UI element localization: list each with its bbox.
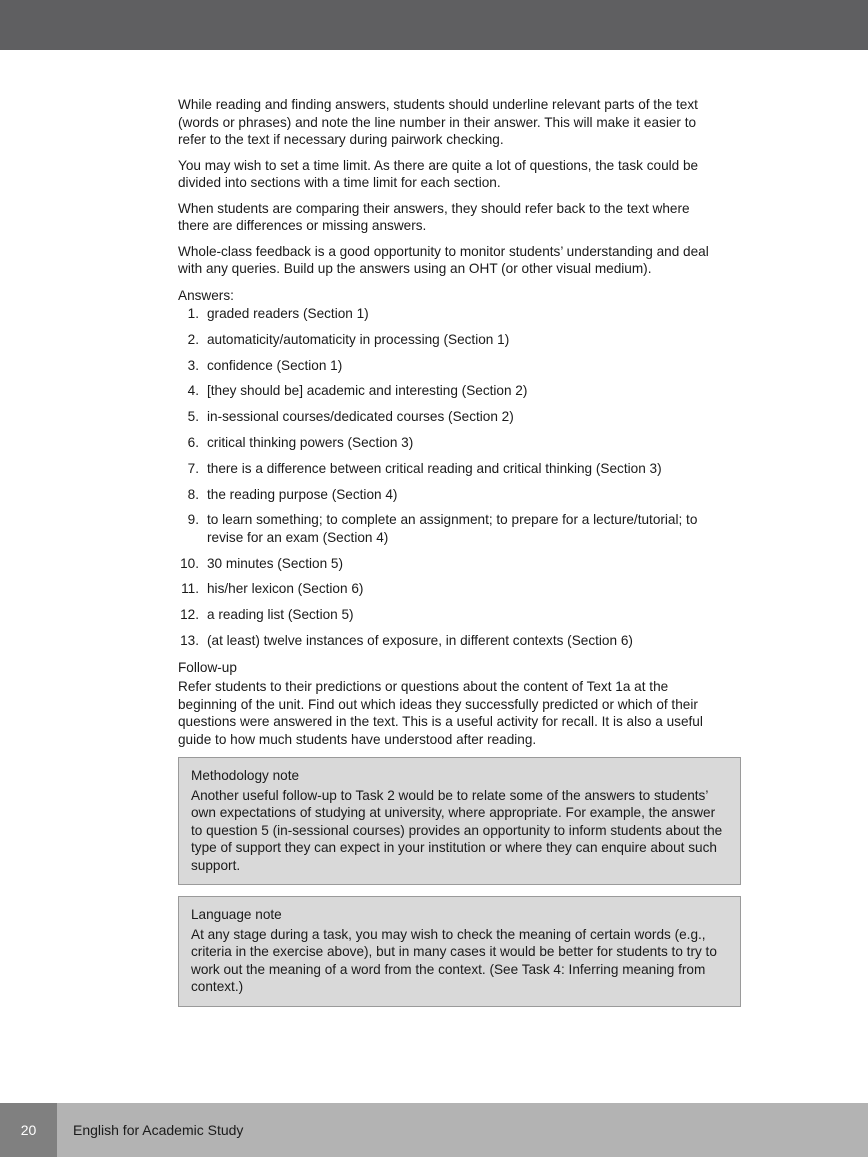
answer-item [178, 382, 723, 400]
answer-item [178, 331, 723, 349]
header-bar [0, 0, 868, 50]
language-note-heading: Language note [191, 907, 282, 922]
answer-item [178, 580, 723, 598]
answer-number: 4. [187, 383, 199, 399]
answer-item [178, 357, 723, 375]
book-title: English for Academic Study [73, 1122, 244, 1138]
answer-text: critical thinking powers (Section 3) [207, 434, 414, 450]
answer-item [178, 555, 723, 573]
answer-number: 6. [187, 434, 199, 450]
answers-label: Answers: [178, 287, 234, 303]
language-note-box [178, 896, 741, 1007]
answer-text: [they should be] academic and interesting (Section 2) [207, 383, 528, 399]
answer-text: in-sessional courses/dedicated courses (Section 2) [207, 409, 514, 425]
answer-item [178, 486, 723, 504]
answer-text: the reading purpose (Section 4) [207, 486, 398, 502]
intro-paragraph: Whole-class feedback is a good opportunity to monitor students’ understanding and deal with any queries. Build up the answers using an OHT (or other visual medium). [178, 243, 709, 276]
answer-item [178, 305, 723, 323]
answer-number: 13. [180, 633, 199, 649]
language-note-text: At any stage during a task, you may wish to check the meaning of certain words (e.g., criteria in the exercise above), but in many cases it would be better for students to try to work out the meaning of a word from the context. (See Task 4: Inferring meaning from context.) [191, 926, 717, 994]
answer-number: 3. [187, 357, 199, 373]
page-number: 20 [0, 1103, 57, 1157]
answer-text: a reading list (Section 5) [207, 607, 354, 623]
footer-bar [0, 1103, 868, 1157]
answers-list [178, 305, 723, 650]
answer-number: 9. [187, 512, 199, 528]
methodology-note-box [178, 757, 741, 885]
answer-item [178, 511, 723, 546]
answer-text: (at least) twelve instances of exposure, in different contexts (Section 6) [207, 633, 633, 649]
answer-number: 11. [181, 581, 199, 597]
answer-number: 7. [187, 460, 199, 476]
methodology-note-text: Another useful follow-up to Task 2 would be to relate some of the answers to students’ own expectations of studying at university, where appropriate. For example, the answer to question 5 (in-sessional courses) provides an opportunity to inform students about the type of support they can expect in your institution or where they can enquire about such support. [191, 787, 723, 873]
answer-item [178, 434, 723, 452]
answer-item [178, 408, 723, 426]
answer-text: 30 minutes (Section 5) [207, 555, 344, 571]
answer-text: to learn something; to complete an assignment; to prepare for a lecture/tutorial; to revise for an exam (Section 4) [207, 512, 698, 545]
answer-text: there is a difference between critical reading and critical thinking (Section 3) [207, 460, 662, 476]
answer-item [178, 606, 723, 624]
answer-number: 12. [180, 607, 199, 623]
answer-number: 10. [180, 555, 199, 571]
answer-text: automaticity/automaticity in processing (Section 1) [207, 331, 510, 347]
answer-text: graded readers (Section 1) [207, 306, 369, 321]
answer-number: 8. [187, 486, 199, 502]
main-content [178, 96, 723, 756]
methodology-note-heading: Methodology note [191, 768, 300, 783]
followup-heading: Follow-up [178, 659, 237, 675]
answer-text: confidence (Section 1) [207, 357, 343, 373]
answer-number: 5. [187, 409, 199, 425]
answer-text: his/her lexicon (Section 6) [207, 581, 364, 597]
answer-item [178, 632, 723, 650]
followup-paragraph: Refer students to their predictions or questions about the content of Text 1a at the beginning of the unit. Find out which ideas they successfully predicted or which of their questions were answered in the text. This is a useful activity for recall. It is also a useful guide to how much students have understood after reading. [178, 679, 703, 747]
answer-number: 1. [187, 306, 199, 321]
answer-number: 2. [187, 331, 199, 347]
intro-paragraph: You may wish to set a time limit. As there are quite a lot of questions, the task could be divided into sections with a time limit for each section. [178, 157, 699, 190]
intro-paragraph: While reading and finding answers, students should underline relevant parts of the text (words or phrases) and note the line number in their answer. This will make it easier to refer to the text if necessary during pairwork checking. [178, 97, 698, 147]
answer-item [178, 460, 723, 478]
intro-paragraph: When students are comparing their answers, they should refer back to the text where there are differences or missing answers. [178, 200, 690, 233]
